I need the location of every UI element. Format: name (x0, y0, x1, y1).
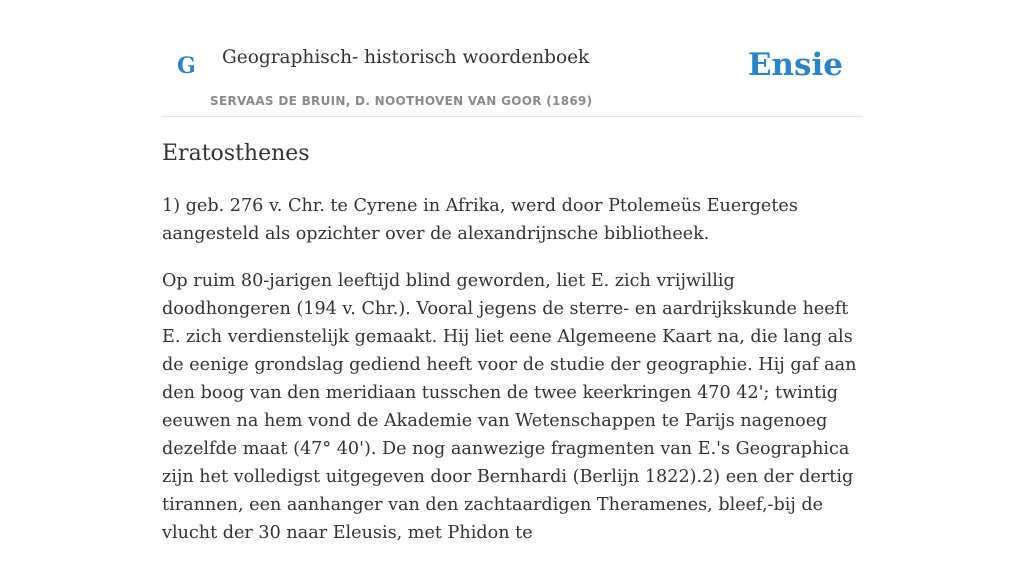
entry-paragraph: Op ruim 80-jarigen leeftijd blind geworden, liet E. zich vrijwillig doodhongeren (194 v. Chr.). Vooral jegens de sterre- en aardrijkskunde heeft E. zich verdienstelijk gemaakt. Hij liet eene Algemeene Kaart na, die lang als de eenige grondslag gediend heeft voor de studie der geographie. Hij gaf aan den boog van den meridiaan tusschen de twee keerkringen 470 42'; twintig eeuwen na hem vond de Akademie van Wetenschappen te Parijs nagenoeg dezelfde maat (47° 40'). De nog aanwezige fragmenten van E.'s Geographica zijn het volledigst uitgegeven door Bernhardi (Berlijn 1822).2) een der dertig tirannen, een aanhanger van den zachtaardigen Theramenes, bleef,-bij de vlucht der 30 naar Eleusis, met Phidon te (162, 271, 857, 543)
source-header (162, 0, 862, 117)
source-authors: SERVAAS DE BRUIN, D. NOOTHOVEN VAN GOOR (1869) (210, 94, 593, 108)
source-title[interactable]: Geographisch- historisch woordenboek (222, 47, 590, 68)
ensie-logo[interactable]: Ensie (747, 47, 843, 83)
entry-title: Eratosthenes (162, 141, 310, 166)
entry-paragraph: 1) geb. 276 v. Chr. te Cyrene in Afrika, werd door Ptolemeüs Euergetes aangesteld als opzichter over de alexandrijnsche bibliotheek. (162, 196, 798, 244)
source-letter-icon[interactable]: G (177, 53, 196, 79)
entry-body (162, 192, 862, 566)
page (162, 0, 862, 543)
